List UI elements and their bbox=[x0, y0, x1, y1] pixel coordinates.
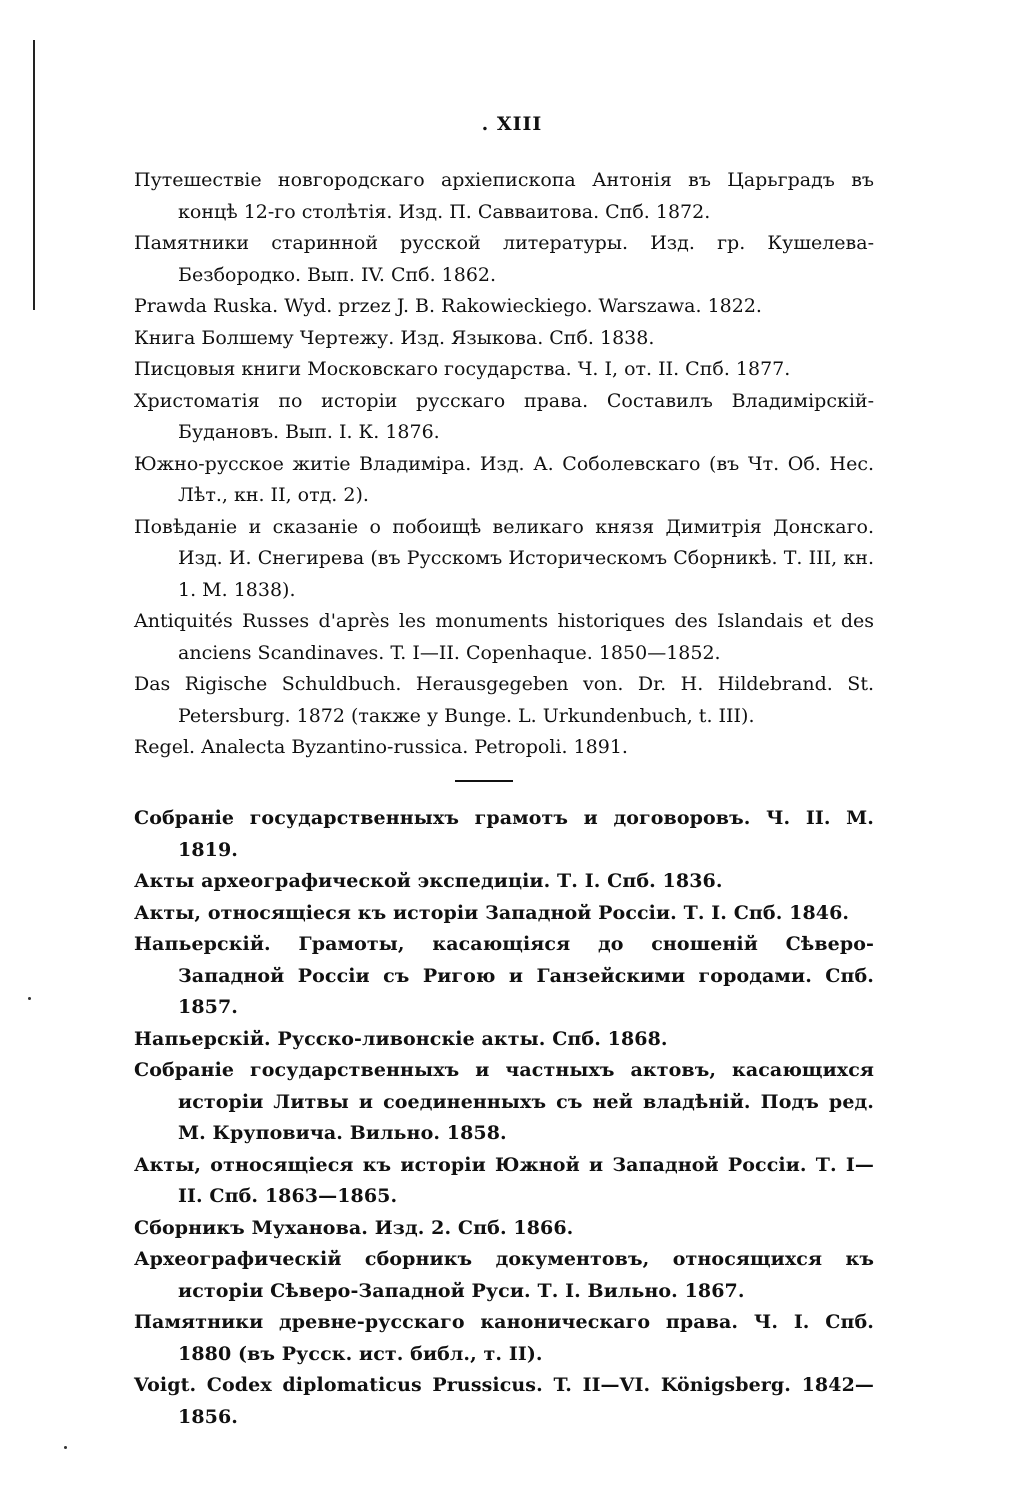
bibliography-section-sources bbox=[134, 165, 874, 764]
bibliography-section-acts bbox=[134, 803, 874, 1433]
bibliography-entry: Акты, относящіеся къ исторіи Южной и Западной Россіи. Т. I—II. Спб. 1863—1865. bbox=[134, 1153, 874, 1207]
bibliography-entry: Южно-русское житіе Владиміра. Изд. А. Соболевскаго (въ Чт. Об. Нес. Лѣт., кн. II, отд. 2). bbox=[134, 452, 874, 506]
bibliography-entry: Сборникъ Муханова. Изд. 2. Спб. 1866. bbox=[134, 1216, 574, 1239]
bibliography-entry: Voigt. Codex diplomaticus Prussicus. T. II—VI. Königsberg. 1842—1856. bbox=[134, 1374, 874, 1428]
bibliography-entry: Повѣданіе и сказаніе о побоищѣ великаго князя Димитрія Донскаго. Изд. И. Снегирева (въ Русскомъ Историческомъ Сборникѣ. Т. III, кн. 1. М. 1838). bbox=[134, 515, 874, 601]
bibliography-entry: Напьерскій. Грамоты, касающіяся до сношеній Сѣверо-Западной Россіи съ Ригою и Ганзейскими городами. Спб. 1857. bbox=[134, 933, 874, 1018]
bibliography-entry: Памятники старинной русской литературы. Изд. гр. Кушелева-Безбородко. Вып. IV. Спб. 1862. bbox=[134, 232, 874, 286]
bibliography-entry: Собраніе государственныхъ и частныхъ актовъ, касающихся исторіи Литвы и соединенныхъ съ ней владѣній. Подъ ред. М. Круповича. Вильно. 1858. bbox=[134, 1059, 874, 1144]
bibliography-entry: Путешествіе новгородскаго архіепископа Антонія въ Царьградъ въ концѣ 12-го столѣтія. Изд. П. Савваитова. Спб. 1872. bbox=[134, 169, 874, 223]
bibliography-entry: Памятники древне-русскаго каноническаго права. Ч. I. Спб. 1880 (въ Русск. ист. библ., т. II). bbox=[134, 1311, 874, 1365]
bibliography-entry: Das Rigische Schuldbuch. Herausgegeben von. Dr. H. Hildebrand. St. Petersburg. 1872 (также у Bunge. L. Urkundenbuch, t. III). bbox=[134, 673, 874, 727]
bibliography-entry: Regel. Analecta Byzantino-russica. Petropoli. 1891. bbox=[134, 736, 628, 758]
print-speck bbox=[28, 997, 31, 1000]
bibliography-entry: Археографическій сборникъ документовъ, относящихся къ исторіи Сѣверо-Западной Руси. Т. I. Вильно. 1867. bbox=[134, 1248, 874, 1302]
bibliography-entry: Акты археографической экспедиціи. Т. I. Спб. 1836. bbox=[134, 870, 723, 892]
bibliography-entry: Писцовыя книги Московскаго государства. Ч. I, от. II. Спб. 1877. bbox=[134, 358, 791, 380]
bibliography-entry: Prawda Ruska. Wyd. przez J. B. Rakowieckiego. Warszawa. 1822. bbox=[134, 295, 762, 317]
print-speck bbox=[64, 1446, 67, 1449]
bibliography-entry: Antiquités Russes d'après les monuments historiques des Islandais et des anciens Scandinaves. T. I—II. Copenhaque. 1850—1852. bbox=[134, 610, 874, 664]
page-number: . XIII bbox=[481, 113, 543, 135]
bibliography-entry: Напьерскій. Русско-ливонскіе акты. Спб. 1868. bbox=[134, 1027, 668, 1050]
page-edge-line bbox=[33, 40, 35, 310]
bibliography-entry: Книга Болшему Чертежу. Изд. Языкова. Спб. 1838. bbox=[134, 326, 655, 349]
bibliography-entry: Христоматія по исторіи русскаго права. Составилъ Владимірскій-Будановъ. Вып. I. К. 1876. bbox=[134, 389, 874, 443]
bibliography-entry: Акты, относящіеся къ исторіи Западной Россіи. Т. I. Спб. 1846. bbox=[134, 901, 850, 924]
bibliography-entry: Собраніе государственныхъ грамотъ и договоровъ. Ч. II. М. 1819. bbox=[134, 807, 874, 861]
section-divider bbox=[455, 780, 513, 782]
